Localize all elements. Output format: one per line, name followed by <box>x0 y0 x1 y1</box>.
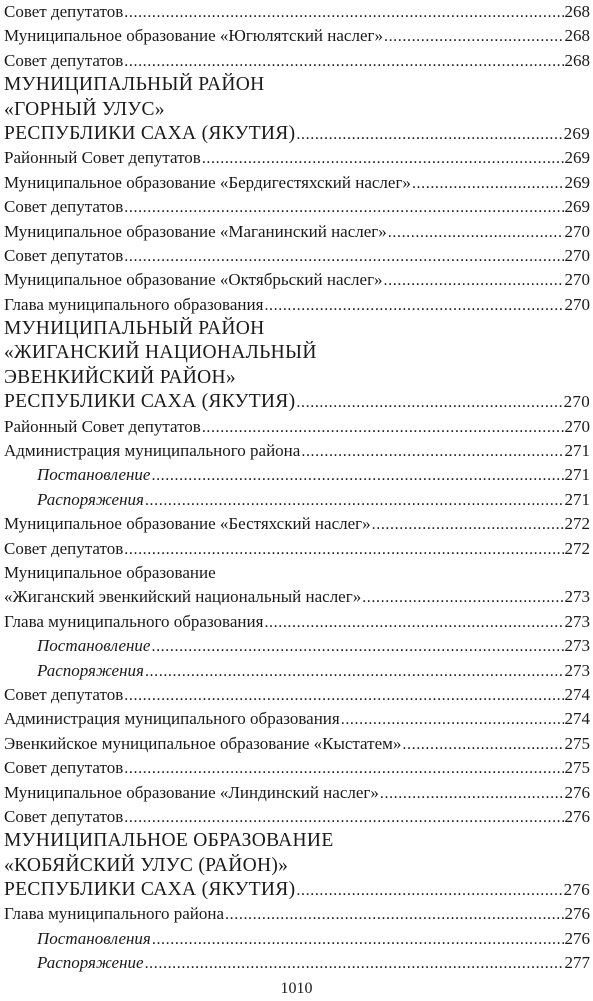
toc-entry <box>4 244 590 268</box>
dot-leader <box>384 269 564 293</box>
toc-entry-page: 277 <box>564 953 590 973</box>
toc-entry <box>4 537 590 561</box>
toc-entry <box>4 0 590 24</box>
toc-entry <box>4 415 590 439</box>
toc-entry-page: 275 <box>564 733 590 753</box>
toc-entry-label: «Жиганский эвенкийский национальный наслег» <box>4 587 362 607</box>
toc-entry-label: Совет депутатов <box>4 245 124 265</box>
toc-subentry-label: Распоряжения <box>37 660 144 680</box>
toc-entry <box>4 585 590 609</box>
toc-entry-page: 276 <box>563 880 590 900</box>
toc-section-heading <box>4 73 590 97</box>
toc-entry <box>4 24 590 48</box>
toc-entry-page: 270 <box>564 245 590 265</box>
toc-entry <box>4 146 590 170</box>
toc-section-heading <box>4 878 590 902</box>
toc-entry-page: 269 <box>564 197 590 217</box>
table-of-contents <box>4 0 590 976</box>
dot-leader <box>264 294 563 318</box>
toc-entry-label: Муниципальное образование «Маганинский наслег» <box>4 221 387 241</box>
dot-leader <box>202 147 564 171</box>
toc-subentry <box>4 951 590 975</box>
dot-leader <box>384 25 564 49</box>
toc-subentry-label: Распоряжение <box>37 953 144 973</box>
dot-leader <box>264 611 563 635</box>
toc-entry-page: 268 <box>564 2 590 21</box>
toc-entry <box>4 220 590 244</box>
toc-section-heading <box>4 98 590 122</box>
dot-leader <box>124 684 563 708</box>
toc-entry <box>4 439 590 463</box>
dot-leader <box>124 1 563 25</box>
toc-entry-label: Эвенкийское муниципальное образование «Кыстатем» <box>4 733 402 753</box>
toc-subentry <box>4 927 590 951</box>
toc-subentry-label: Распоряжения <box>37 489 144 509</box>
toc-entry <box>4 49 590 73</box>
toc-entry-page: 271 <box>564 441 590 461</box>
dot-leader <box>151 464 563 488</box>
toc-entry <box>4 171 590 195</box>
dot-leader <box>225 903 563 927</box>
toc-subentry <box>4 659 590 683</box>
toc-entry <box>4 610 590 634</box>
toc-entry <box>4 805 590 829</box>
toc-entry-page: 271 <box>564 489 590 509</box>
dot-leader <box>152 928 564 952</box>
toc-entry-label: Муниципальное образование «Линдинский наслег» <box>4 782 379 802</box>
section-heading-label: «ГОРНЫЙ УЛУС» <box>4 98 165 120</box>
toc-entry-page: 273 <box>564 660 590 680</box>
toc-subentry <box>4 488 590 512</box>
toc-entry-page: 276 <box>564 782 590 802</box>
dot-leader <box>124 245 563 269</box>
toc-entry-label: Совет депутатов <box>4 684 124 704</box>
dot-leader <box>151 635 563 659</box>
toc-section-heading <box>4 341 590 365</box>
dot-leader <box>145 660 564 684</box>
toc-entry <box>4 732 590 756</box>
toc-entry-page: 270 <box>564 221 590 241</box>
toc-subentry-label: Постановление <box>37 636 151 656</box>
section-heading-label: РЕСПУБЛИКИ САХА (ЯКУТИЯ) <box>4 122 296 144</box>
toc-entry-label: Глава муниципального района <box>4 904 225 924</box>
toc-entry-label: Совет депутатов <box>4 197 124 217</box>
dot-leader <box>296 391 562 415</box>
toc-entry-label: Муниципальное образование «Бестяхский наслег» <box>4 514 371 534</box>
toc-entry-page: 270 <box>563 392 590 412</box>
dot-leader <box>145 952 564 976</box>
toc-entry <box>4 756 590 780</box>
section-heading-label: РЕСПУБЛИКИ САХА (ЯКУТИЯ) <box>4 391 296 413</box>
toc-entry-page: 272 <box>564 514 590 534</box>
toc-entry-page: 273 <box>564 587 590 607</box>
toc-section-heading <box>4 829 590 853</box>
toc-entry-label: Совет депутатов <box>4 758 124 778</box>
toc-entry-label: Глава муниципального образования <box>4 294 264 314</box>
dot-leader <box>301 440 563 464</box>
dot-leader <box>372 513 564 537</box>
dot-leader <box>362 586 563 610</box>
toc-entry <box>4 268 590 292</box>
toc-section-heading <box>4 122 590 146</box>
dot-leader <box>402 733 563 757</box>
toc-entry-page: 273 <box>564 636 590 656</box>
toc-entry-label: Совет депутатов <box>4 2 124 21</box>
dot-leader <box>388 221 564 245</box>
dot-leader <box>124 757 563 781</box>
dot-leader <box>124 196 563 220</box>
toc-entry-label: Районный Совет депутатов <box>4 416 201 436</box>
toc-entry <box>4 707 590 731</box>
toc-subentry <box>4 634 590 658</box>
toc-entry <box>4 195 590 219</box>
toc-entry-label: Администрация муниципального района <box>4 441 301 461</box>
toc-entry-label: Районный Совет депутатов <box>4 148 201 168</box>
toc-entry <box>4 293 590 317</box>
toc-entry-page: 276 <box>564 928 590 948</box>
section-heading-label: РЕСПУБЛИКИ САХА (ЯКУТИЯ) <box>4 879 296 901</box>
toc-entry-label: Совет депутатов <box>4 806 124 826</box>
toc-entry-page: 270 <box>564 416 590 436</box>
dot-leader <box>124 538 563 562</box>
dot-leader <box>380 782 564 806</box>
toc-subentry-label: Постановление <box>37 465 151 485</box>
dot-leader <box>124 806 563 830</box>
toc-entry-label: Глава муниципального образования <box>4 611 264 631</box>
dot-leader <box>341 708 564 732</box>
dot-leader <box>296 879 562 903</box>
toc-entry-page: 273 <box>564 611 590 631</box>
toc-entry-page: 276 <box>564 904 590 924</box>
toc-entry-page: 272 <box>564 538 590 558</box>
toc-entry-label: Муниципальное образование «Октябрьский наслег» <box>4 270 383 290</box>
page-number: 1010 <box>280 980 313 997</box>
toc-entry-page: 270 <box>564 270 590 290</box>
section-heading-label: ЭВЕНКИЙСКИЙ РАЙОН» <box>4 366 236 388</box>
toc-entry-label: Совет депутатов <box>4 50 124 70</box>
toc-entry-page: 268 <box>564 26 590 46</box>
toc-entry <box>4 902 590 926</box>
toc-entry <box>4 512 590 536</box>
toc-entry-page: 274 <box>564 684 590 704</box>
section-heading-label: МУНИЦИПАЛЬНЫЙ РАЙОН <box>4 318 265 340</box>
toc-entry-label: Муниципальное образование «Бердигестяхский наслег» <box>4 172 411 192</box>
toc-entry-label: Муниципальное образование <box>4 562 216 582</box>
toc-entry-page: 269 <box>563 123 590 143</box>
toc-entry-label: Муниципальное образование «Югюлятский наслег» <box>4 26 383 46</box>
dot-leader <box>124 50 563 74</box>
toc-entry-page: 268 <box>564 50 590 70</box>
toc-entry-page: 271 <box>564 465 590 485</box>
section-heading-label: «ЖИГАНСКИЙ НАЦИОНАЛЬНЫЙ <box>4 342 317 364</box>
toc-section-heading <box>4 317 590 341</box>
toc-entry-page: 274 <box>564 709 590 729</box>
toc-entry-label: Администрация муниципального образования <box>4 709 340 729</box>
section-heading-label: «КОБЯЙСКИЙ УЛУС (РАЙОН)» <box>4 854 289 876</box>
dot-leader <box>202 416 564 440</box>
toc-entry <box>4 683 590 707</box>
toc-section-heading <box>4 854 590 878</box>
toc-entry-page: 276 <box>564 806 590 826</box>
toc-entry <box>4 781 590 805</box>
toc-entry <box>4 561 590 585</box>
toc-entry-page: 269 <box>564 172 590 192</box>
dot-leader <box>412 172 564 196</box>
toc-subentry <box>4 463 590 487</box>
toc-subentry-label: Постановления <box>37 928 151 948</box>
dot-leader <box>145 489 564 513</box>
toc-entry-page: 270 <box>564 294 590 314</box>
toc-entry-label: Совет депутатов <box>4 538 124 558</box>
toc-section-heading <box>4 366 590 390</box>
dot-leader <box>296 123 562 147</box>
toc-entry-page: 269 <box>564 148 590 168</box>
toc-section-heading <box>4 390 590 414</box>
section-heading-label: МУНИЦИПАЛЬНЫЙ РАЙОН <box>4 74 265 96</box>
section-heading-label: МУНИЦИПАЛЬНОЕ ОБРАЗОВАНИЕ <box>4 830 334 852</box>
toc-entry-page: 275 <box>564 758 590 778</box>
